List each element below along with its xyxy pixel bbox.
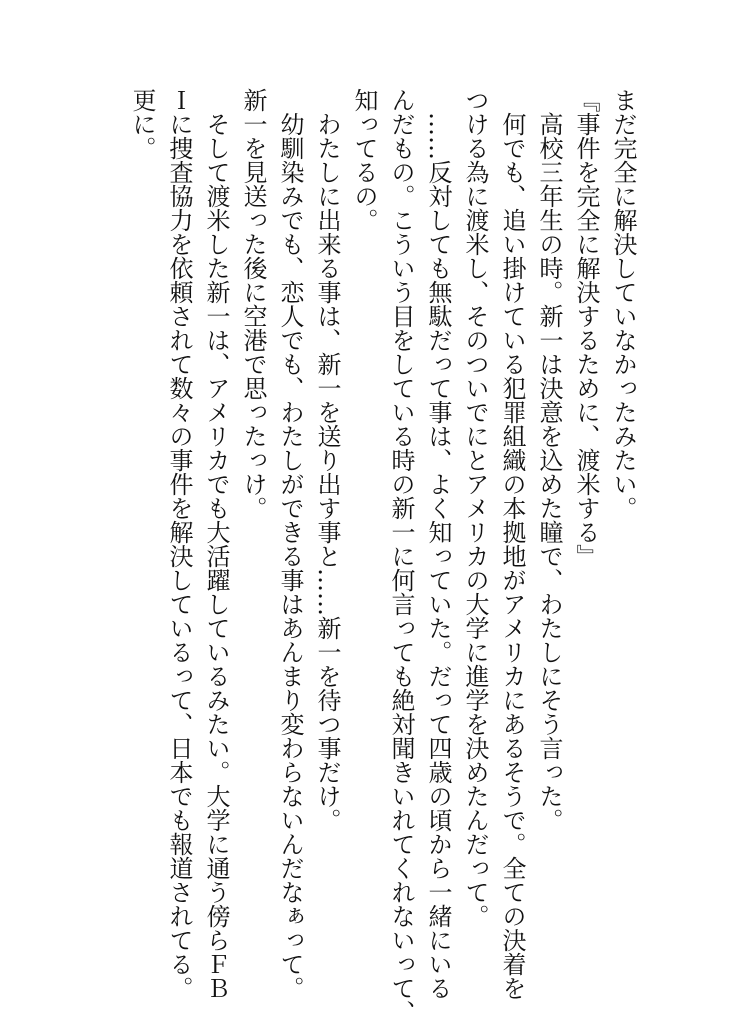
text-line-2: 『事件を完全に解決するために、渡米する』 [572,88,600,568]
text-line-7: んだもの。こういう目をしている時の新一に何言っても絶対聞きいれてくれないって、 [387,88,415,1024]
text-line-9: わたしに出来る事は、新一を送り出す事と……新一を待つ事だけ。 [313,88,341,832]
text-line-14: 更に。 [128,88,156,160]
text-line-5: つける為に渡米し、そのついでにとアメリカの大学に進学を決めたんだって。 [461,88,489,928]
text-line-4: 何でも、追い掛けている犯罪組織の本拠地がアメリカにあるそうで。全ての決着を [498,88,526,1000]
text-line-10: 幼馴染みでも、恋人でも、わたしができる事はあんまり変わらないんだなぁって。 [276,88,304,1000]
text-line-6: ……反対しても無駄だって事は、よく知っていた。だって四歳の頃から一緒にいる [424,88,452,1000]
text-line-12: そして渡米した新一は、アメリカでも大活躍しているみたい。大学に通う傍らＦＢ [202,88,230,1000]
vertical-text-body [123,88,641,1024]
text-line-11: 新一を見送った後に空港で思ったっけ。 [239,88,267,520]
text-line-13: Ｉに捜査協力を依頼されて数々の事件を解決しているって、日本でも報道されてる。 [165,88,193,1000]
text-line-3: 高校三年生の時。新一は決意を込めた瞳で、わたしにそう言った。 [535,88,563,832]
text-line-1: まだ完全に解決していなかったみたい。 [609,88,637,520]
text-line-8: 知ってるの。 [350,88,378,232]
